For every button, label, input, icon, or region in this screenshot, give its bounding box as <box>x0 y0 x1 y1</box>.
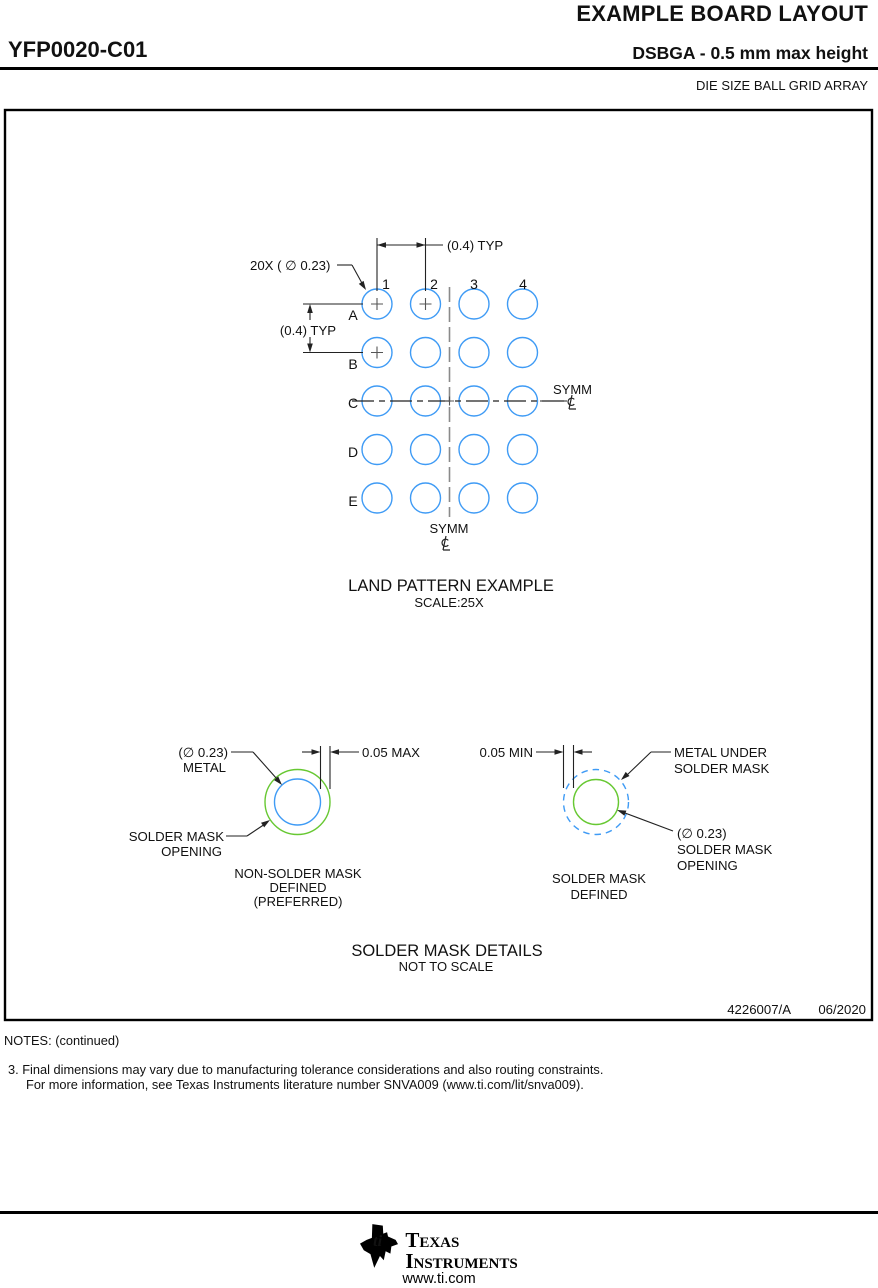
brand-line-1: Texas <box>405 1228 460 1252</box>
symm-right <box>540 382 592 409</box>
nsmd-metal-label-2: METAL <box>183 760 226 775</box>
notes-heading: NOTES: (continued) <box>4 1033 120 1048</box>
brand-name <box>405 1224 517 1272</box>
land-pad-B2 <box>411 338 441 368</box>
row-label-E: E <box>348 493 358 509</box>
land-pad-B4 <box>508 338 538 368</box>
nsmd-opening-label-2: OPENING <box>161 844 222 859</box>
nsmd-metal-label-1: (∅ 0.23) <box>178 745 228 760</box>
col-label-1: 1 <box>382 276 390 292</box>
land-pad-A3 <box>459 289 489 319</box>
metal-pad-circle <box>275 779 321 825</box>
nsmd-caption-2: DEFINED <box>269 880 327 895</box>
row-label-B: B <box>348 356 358 372</box>
land-pad-D3 <box>459 435 489 465</box>
note-3-line-1: 3. Final dimensions may vary due to manufacturing tolerance considerations and also routing constraints. <box>8 1062 604 1077</box>
land-pattern-grid <box>348 276 538 513</box>
land-pattern-title: LAND PATTERN EXAMPLE <box>348 577 554 595</box>
symm-bottom <box>430 521 469 550</box>
row-label-C: C <box>347 395 359 411</box>
package-type: DIE SIZE BALL GRID ARRAY <box>696 78 868 93</box>
solder-mask-details-scale: NOT TO SCALE <box>398 959 494 974</box>
pad-callout-label: 20X ( ∅ 0.23) <box>250 258 331 273</box>
part-number: YFP0020-C01 <box>8 37 148 62</box>
footer-divider <box>0 1211 878 1214</box>
doc-revision: 4226007/A <box>727 1002 791 1017</box>
nsmd-opening-label-1: SOLDER MASK <box>128 829 224 844</box>
smd-detail <box>479 745 772 902</box>
smd-caption-2: DEFINED <box>570 887 628 902</box>
page-title: EXAMPLE BOARD LAYOUT <box>576 1 868 26</box>
nsmd-detail <box>129 745 420 909</box>
land-pad-D2 <box>411 435 441 465</box>
land-pad-E4 <box>508 483 538 513</box>
brand-line-2: Instruments <box>405 1249 518 1273</box>
drawing-border <box>5 110 872 1020</box>
land-pad-E2 <box>411 483 441 513</box>
top-pitch-label: (0.4) TYP <box>447 238 504 253</box>
ti-logo <box>0 1224 878 1272</box>
smd-metal-label-2: SOLDER MASK <box>674 761 770 776</box>
centerline-symbol-right <box>568 395 576 409</box>
land-pad-D4 <box>508 435 538 465</box>
left-pitch-label: (0.4) TYP <box>279 323 337 338</box>
land-pad-A4 <box>508 289 538 319</box>
symm-bottom-label: SYMM <box>429 521 469 536</box>
nsmd-caption-3: (PREFERRED) <box>253 894 343 909</box>
smd-metal-label-1: METAL UNDER <box>674 745 768 760</box>
col-label-3: 3 <box>470 276 478 292</box>
nsmd-gap-dim: 0.05 MAX <box>362 745 420 760</box>
centerline-symbol-bottom <box>442 536 450 550</box>
land-pad-E3 <box>459 483 489 513</box>
ti-logo-letters: ti <box>373 1233 383 1250</box>
land-pattern-scale: SCALE:25X <box>414 595 484 610</box>
land-pad-B3 <box>459 338 489 368</box>
note-3-line-2: For more information, see Texas Instruments literature number SNVA009 (www.ti.com/lit/snva009). <box>26 1077 584 1092</box>
solder-mask-details-title: SOLDER MASK DETAILS <box>351 942 543 960</box>
smd-opening-label-2: SOLDER MASK <box>677 842 773 857</box>
smd-opening-label-1: (∅ 0.23) <box>677 826 727 841</box>
pad-size-callout <box>250 258 366 290</box>
doc-date: 06/2020 <box>818 1002 866 1017</box>
smd-opening-label-3: OPENING <box>677 858 738 873</box>
ti-logo-icon <box>360 1224 398 1268</box>
row-label-A: A <box>348 307 358 323</box>
nsmd-caption-1: NON-SOLDER MASK <box>234 866 362 881</box>
top-pitch-dimension <box>377 238 503 291</box>
package-subtitle: DSBGA - 0.5 mm max height <box>632 43 868 63</box>
land-pad-D1 <box>362 435 392 465</box>
symm-right-label: SYMM <box>553 382 592 397</box>
row-label-D: D <box>347 444 359 460</box>
smd-gap-dim: 0.05 MIN <box>479 745 533 760</box>
col-label-2: 2 <box>430 276 438 292</box>
land-pad-E1 <box>362 483 392 513</box>
smd-opening-circle <box>574 780 619 825</box>
col-label-4: 4 <box>519 276 527 292</box>
smd-caption-1: SOLDER MASK <box>552 871 646 886</box>
website-link[interactable]: www.ti.com <box>402 1271 476 1287</box>
